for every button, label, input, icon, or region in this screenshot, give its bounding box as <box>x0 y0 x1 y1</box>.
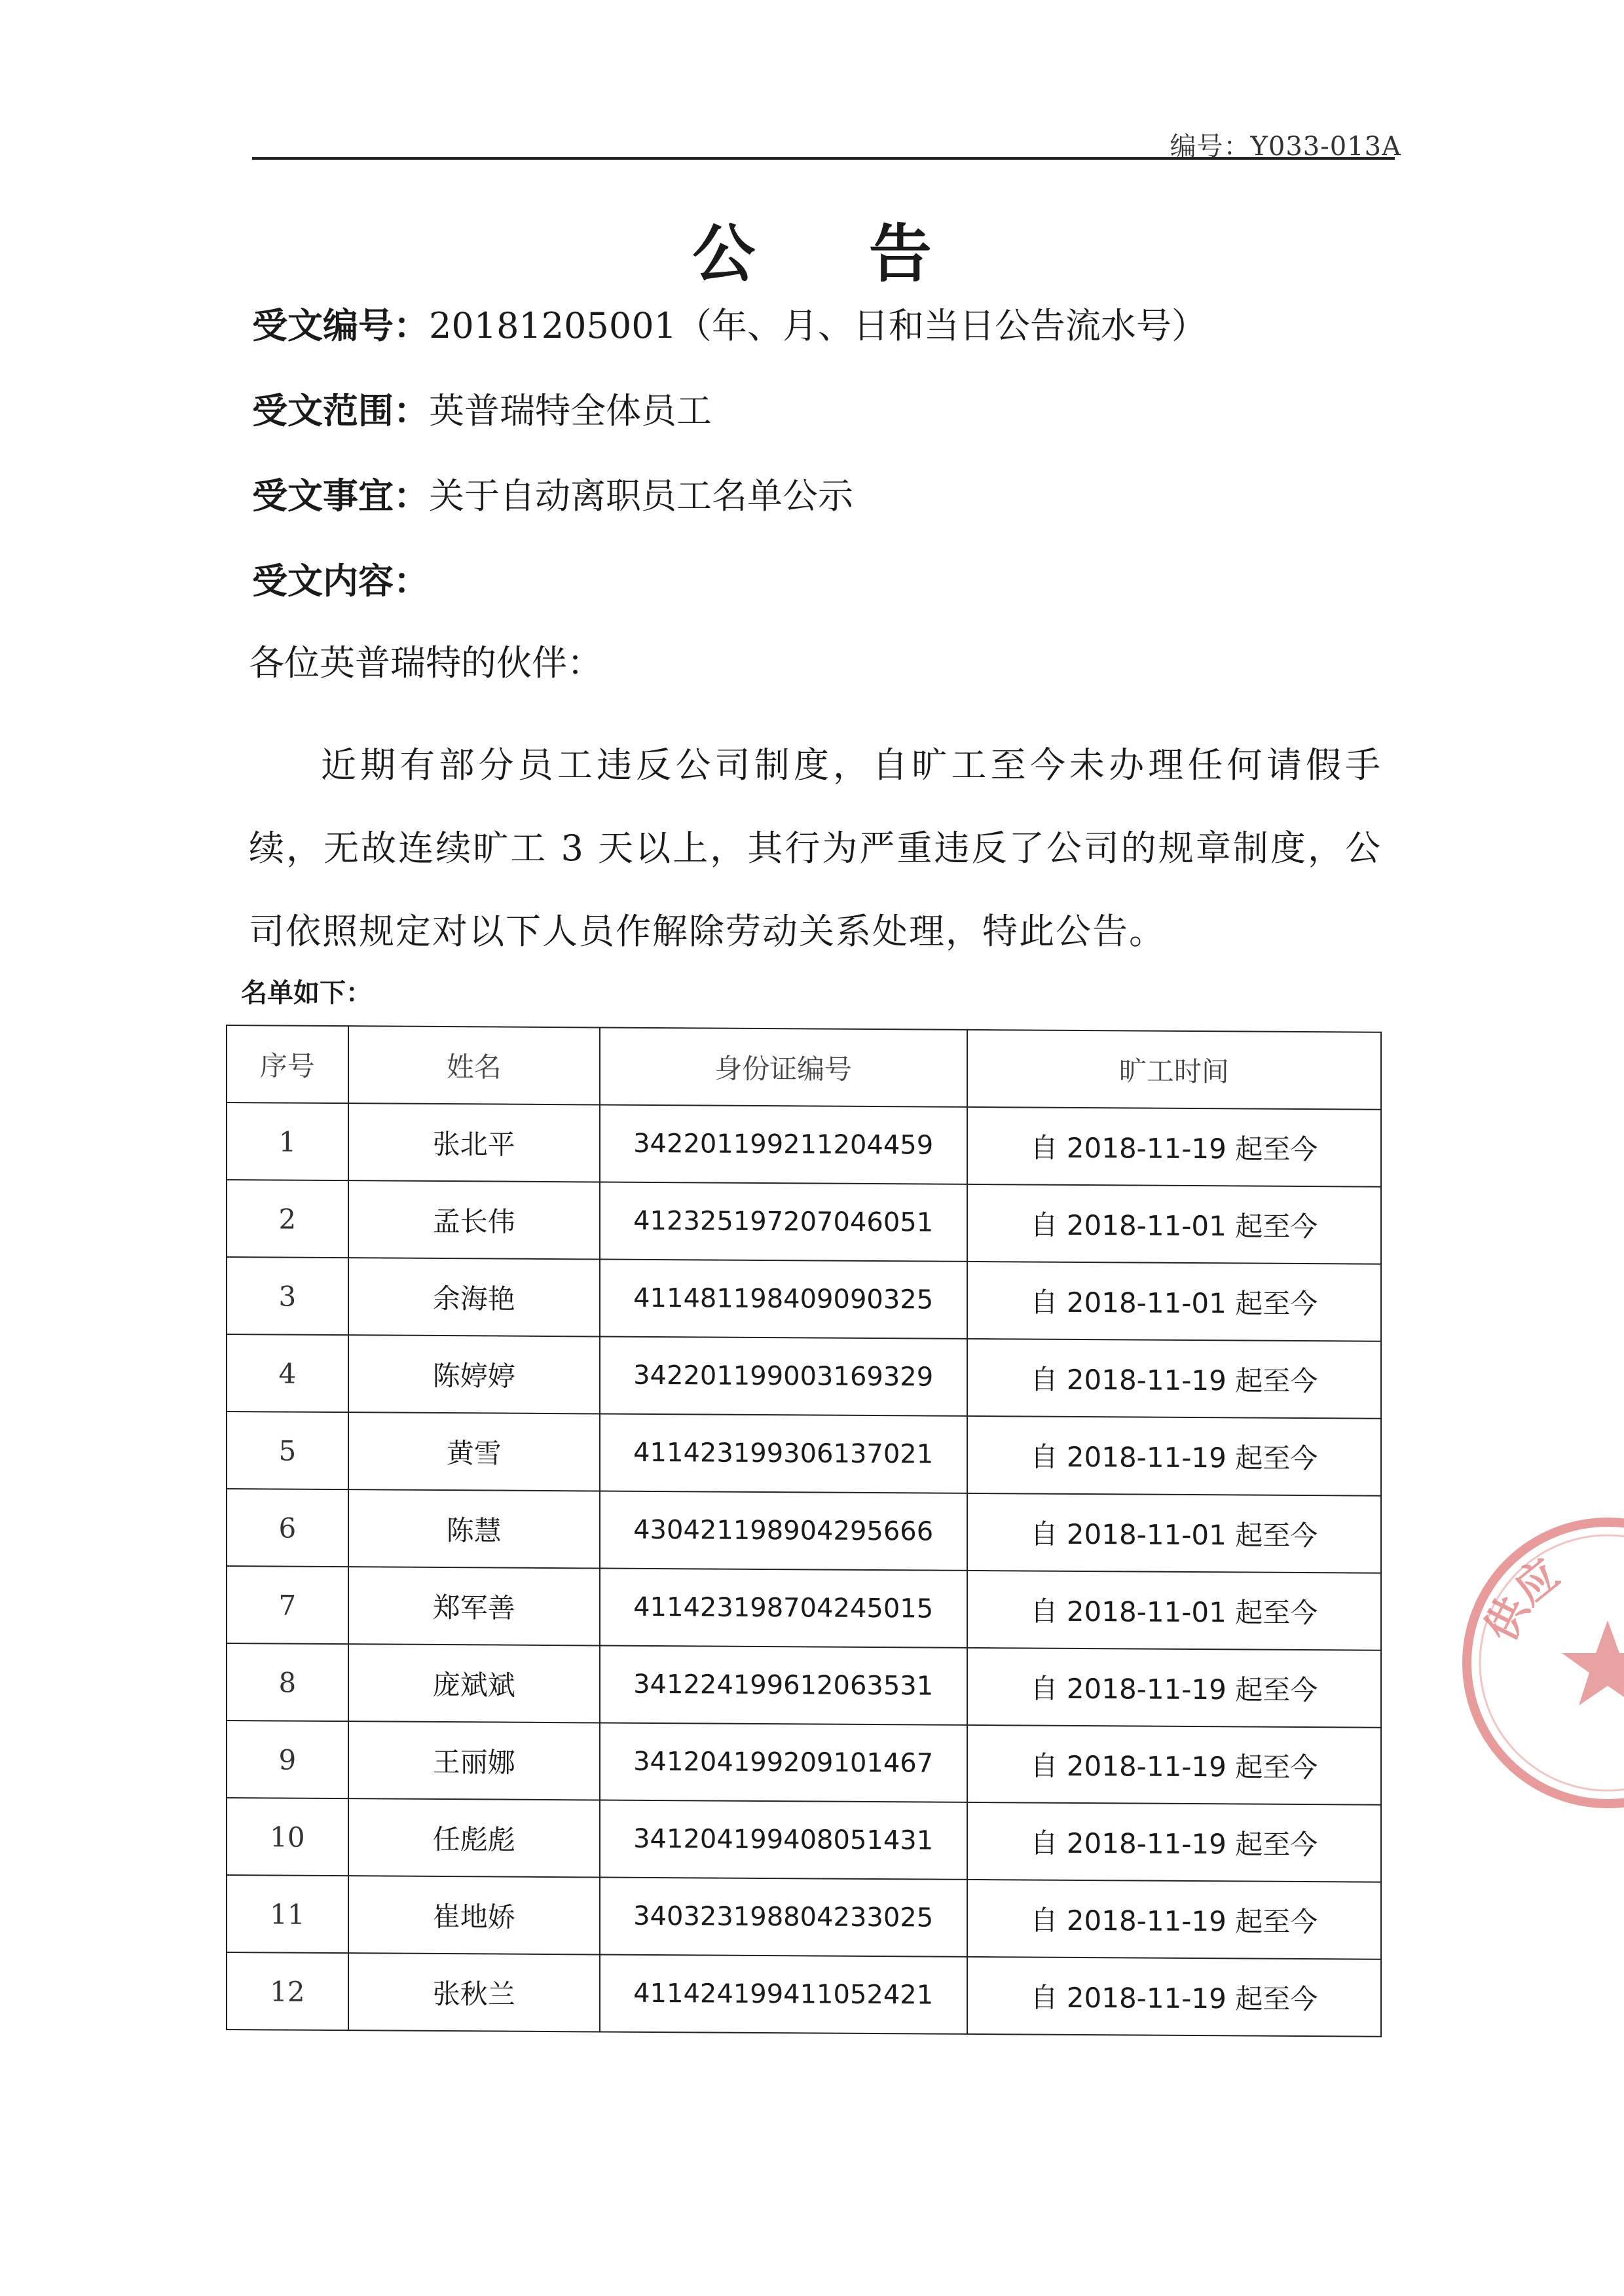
field-doc-number <box>252 298 1207 348</box>
cell-id: 340323198804233025 <box>600 1877 967 1956</box>
page-title: 公 告 <box>692 217 978 291</box>
cell-absence: 自 2018-11-19 起至今 <box>967 1880 1381 1959</box>
cell-name: 黄雪 <box>348 1412 600 1491</box>
cell-no: 4 <box>227 1334 348 1412</box>
cell-name: 庞斌斌 <box>348 1644 600 1722</box>
field-label: 受文内容： <box>252 560 429 602</box>
table-row <box>227 1798 1381 1882</box>
header-cell-no: 序号 <box>227 1025 348 1103</box>
cell-name: 王丽娜 <box>348 1721 600 1800</box>
table-body <box>227 1102 1381 2037</box>
cell-no: 8 <box>227 1643 348 1721</box>
cell-id: 341204199209101467 <box>600 1722 967 1802</box>
cell-id: 411423199306137021 <box>600 1413 967 1493</box>
table-row <box>227 1180 1381 1264</box>
cell-no: 12 <box>227 1952 348 2030</box>
table-row <box>227 1334 1381 1419</box>
cell-id: 342201199003169329 <box>600 1336 967 1415</box>
cell-no: 1 <box>227 1102 348 1180</box>
cell-id: 411423198704245015 <box>600 1568 967 1647</box>
list-label: 名单如下： <box>241 978 372 1008</box>
cell-no: 11 <box>227 1875 348 1953</box>
cell-name: 崔地娇 <box>348 1876 600 1954</box>
field-label: 受文范围： <box>252 390 429 431</box>
cell-absence: 自 2018-11-01 起至今 <box>967 1262 1381 1341</box>
cell-id: 342201199211204459 <box>600 1104 967 1184</box>
employee-table <box>226 1025 1382 2037</box>
cell-id: 341204199408051431 <box>600 1800 967 1879</box>
cell-no: 3 <box>227 1257 348 1335</box>
field-scope <box>252 383 712 433</box>
cell-absence: 自 2018-11-01 起至今 <box>967 1184 1381 1264</box>
header-cell-name: 姓名 <box>348 1026 600 1104</box>
cell-no: 2 <box>227 1180 348 1258</box>
cell-absence: 自 2018-11-19 起至今 <box>967 1107 1381 1187</box>
table-row <box>227 1721 1381 1805</box>
cell-id: 341224199612063531 <box>600 1645 967 1724</box>
cell-no: 5 <box>227 1412 348 1489</box>
table-row <box>227 1412 1381 1496</box>
cell-absence: 自 2018-11-01 起至今 <box>967 1571 1381 1650</box>
header-rule <box>252 157 1395 160</box>
cell-absence: 自 2018-11-19 起至今 <box>967 1725 1381 1805</box>
header-cell-absence: 旷工时间 <box>967 1030 1381 1110</box>
cell-absence: 自 2018-11-19 起至今 <box>967 1416 1381 1496</box>
field-label: 受文编号： <box>252 305 429 346</box>
cell-id: 411424199411052421 <box>600 1954 967 2033</box>
cell-name: 孟长伟 <box>348 1180 600 1259</box>
cell-name: 陈婷婷 <box>348 1335 600 1413</box>
table-row <box>227 1257 1381 1341</box>
table-row <box>227 1102 1381 1187</box>
field-matter <box>252 468 853 519</box>
field-value: 关于自动离职员工名单公示 <box>429 475 853 517</box>
table-row <box>227 1643 1381 1728</box>
cell-id: 412325197207046051 <box>600 1182 967 1261</box>
cell-id: 411481198409090325 <box>600 1259 967 1338</box>
cell-absence: 自 2018-11-19 起至今 <box>967 1648 1381 1728</box>
table-row <box>227 1875 1381 1959</box>
table-row <box>227 1489 1381 1573</box>
cell-name: 郑军善 <box>348 1567 600 1645</box>
cell-name: 张北平 <box>348 1103 600 1182</box>
field-value: 20181205001（年、月、日和当日公告流水号） <box>429 305 1207 346</box>
header-cell-id: 身份证编号 <box>600 1027 967 1106</box>
red-company-seal-icon <box>1450 1506 1624 1820</box>
cell-no: 9 <box>227 1721 348 1798</box>
cell-name: 陈慧 <box>348 1489 600 1568</box>
cell-id: 430421198904295666 <box>600 1491 967 1570</box>
field-value: 英普瑞特全体员工 <box>429 390 712 431</box>
svg-text:供应 <box>1477 1550 1569 1649</box>
cell-name: 张秋兰 <box>348 1953 600 2032</box>
cell-no: 10 <box>227 1798 348 1876</box>
cell-name: 任彪彪 <box>348 1798 600 1877</box>
cell-absence: 自 2018-11-19 起至今 <box>967 1339 1381 1419</box>
body-paragraph: 近期有部分员工违反公司制度，自旷工至今未办理任何请假手续，无故连续旷工 3 天以上，其行为严重违反了公司的规章制度，公司依照规定对以下人员作解除劳动关系处理，特此公告。 <box>249 744 1382 952</box>
document-number: 编号：Y033-013A <box>1170 132 1401 162</box>
table-header-row <box>227 1025 1381 1110</box>
cell-absence: 自 2018-11-01 起至今 <box>967 1493 1381 1573</box>
greeting: 各位英普瑞特的伙伴： <box>249 642 602 683</box>
cell-absence: 自 2018-11-19 起至今 <box>967 1957 1381 2037</box>
cell-absence: 自 2018-11-19 起至今 <box>967 1802 1381 1882</box>
seal-text: 供应 <box>1476 1550 1569 1649</box>
cell-no: 6 <box>227 1489 348 1567</box>
field-label: 受文事宜： <box>252 475 429 517</box>
cell-no: 7 <box>227 1566 348 1644</box>
cell-name: 余海艳 <box>348 1258 600 1336</box>
table-row <box>227 1952 1381 2037</box>
field-content <box>252 553 429 604</box>
table-row <box>227 1566 1381 1650</box>
